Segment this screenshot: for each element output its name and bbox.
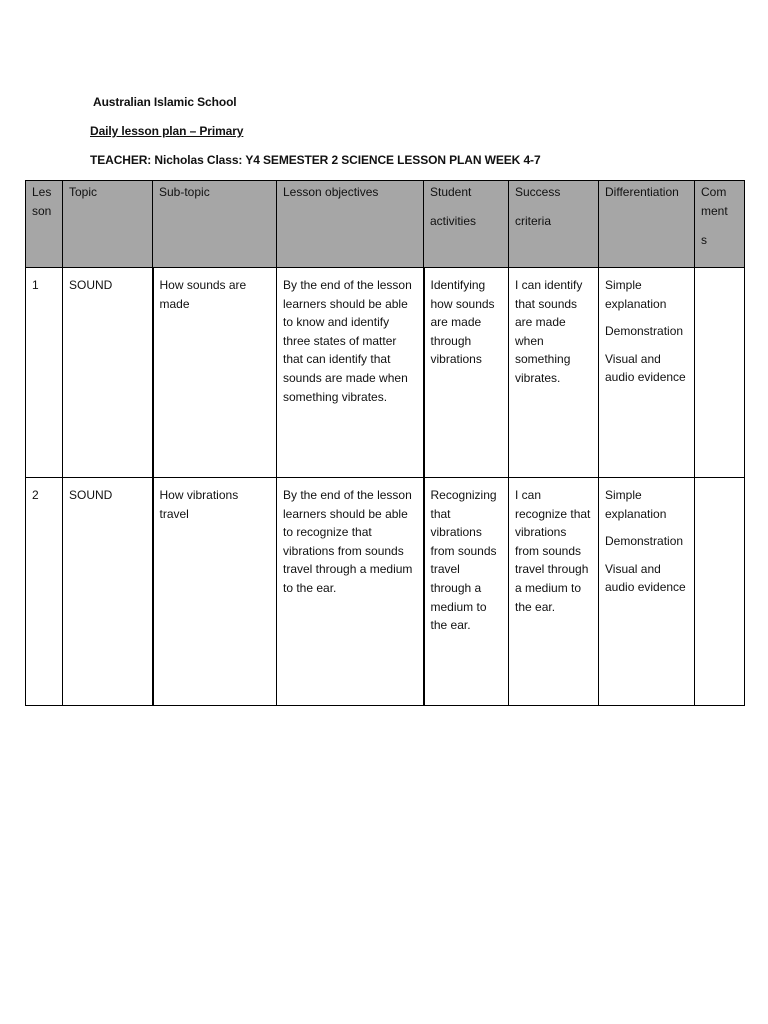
header-comments — [695, 181, 745, 268]
header-success-criteria — [509, 181, 599, 268]
cell-student-activities: Recognizing that vibrations from sounds travel through a medium to the ear. — [424, 478, 509, 706]
cell-success-criteria: I can recognize that vibrations from sounds travel through a medium to the ear. — [509, 478, 599, 706]
cell-subtopic: How vibrations travel — [153, 478, 277, 706]
cell-differentiation — [599, 478, 695, 706]
header-topic: Topic — [63, 181, 153, 268]
diff-item: Visual and audio evidence — [605, 561, 686, 595]
teacher-class-line: TEACHER: Nicholas Class: Y4 SEMESTER 2 SCIENCE LESSON PLAN WEEK 4-7 — [90, 153, 541, 167]
header-lesson — [26, 181, 63, 268]
plan-title: Daily lesson plan – Primary — [90, 124, 244, 138]
cell-comments — [695, 478, 745, 706]
diff-item: Demonstration — [605, 324, 684, 339]
cell-topic: SOUND — [63, 268, 153, 478]
cell-objectives: By the end of the lesson learners should be able to recognize that vibrations from sounds travel through a medium to the ear. — [277, 478, 424, 706]
header-comments-line1: Com — [701, 185, 727, 199]
header-lesson-line2: son — [32, 203, 52, 218]
cell-differentiation — [599, 268, 695, 478]
cell-student-activities: Identifying how sounds are made through vibrations — [424, 268, 509, 478]
diff-item: Simple explanation — [605, 278, 667, 311]
header-student-line1: Student — [430, 185, 472, 199]
header-differentiation: Differentiation — [599, 181, 695, 268]
table-row — [26, 268, 745, 478]
diff-item: Visual and audio evidence — [605, 351, 686, 385]
cell-comments — [695, 268, 745, 478]
header-success-line1: Success — [515, 185, 561, 199]
cell-success-criteria: I can identify that sounds are made when something vibrates. — [509, 268, 599, 478]
header-success-line2: criteria — [515, 213, 552, 228]
header-lesson-line1: Les — [32, 185, 52, 199]
table-row — [26, 478, 745, 706]
cell-lesson-number: 1 — [26, 268, 63, 478]
header-comments-line3: s — [701, 233, 707, 247]
header-comments-line2: ment — [701, 204, 728, 218]
cell-objectives: By the end of the lesson learners should be able to know and identify three states of matter that can identify that sounds are made when something vibrates. — [277, 268, 424, 478]
cell-lesson-number: 2 — [26, 478, 63, 706]
header-student-activities — [424, 181, 509, 268]
cell-subtopic: How sounds are made — [153, 268, 277, 478]
school-name: Australian Islamic School — [93, 95, 237, 109]
table-header-row — [26, 181, 745, 268]
header-subtopic: Sub-topic — [153, 181, 277, 268]
header-student-line2: activities — [430, 213, 477, 228]
header-objectives: Lesson objectives — [277, 181, 424, 268]
diff-item: Simple explanation — [605, 488, 667, 521]
cell-topic: SOUND — [63, 478, 153, 706]
diff-item: Demonstration — [605, 534, 684, 549]
lesson-plan-table — [25, 180, 745, 706]
